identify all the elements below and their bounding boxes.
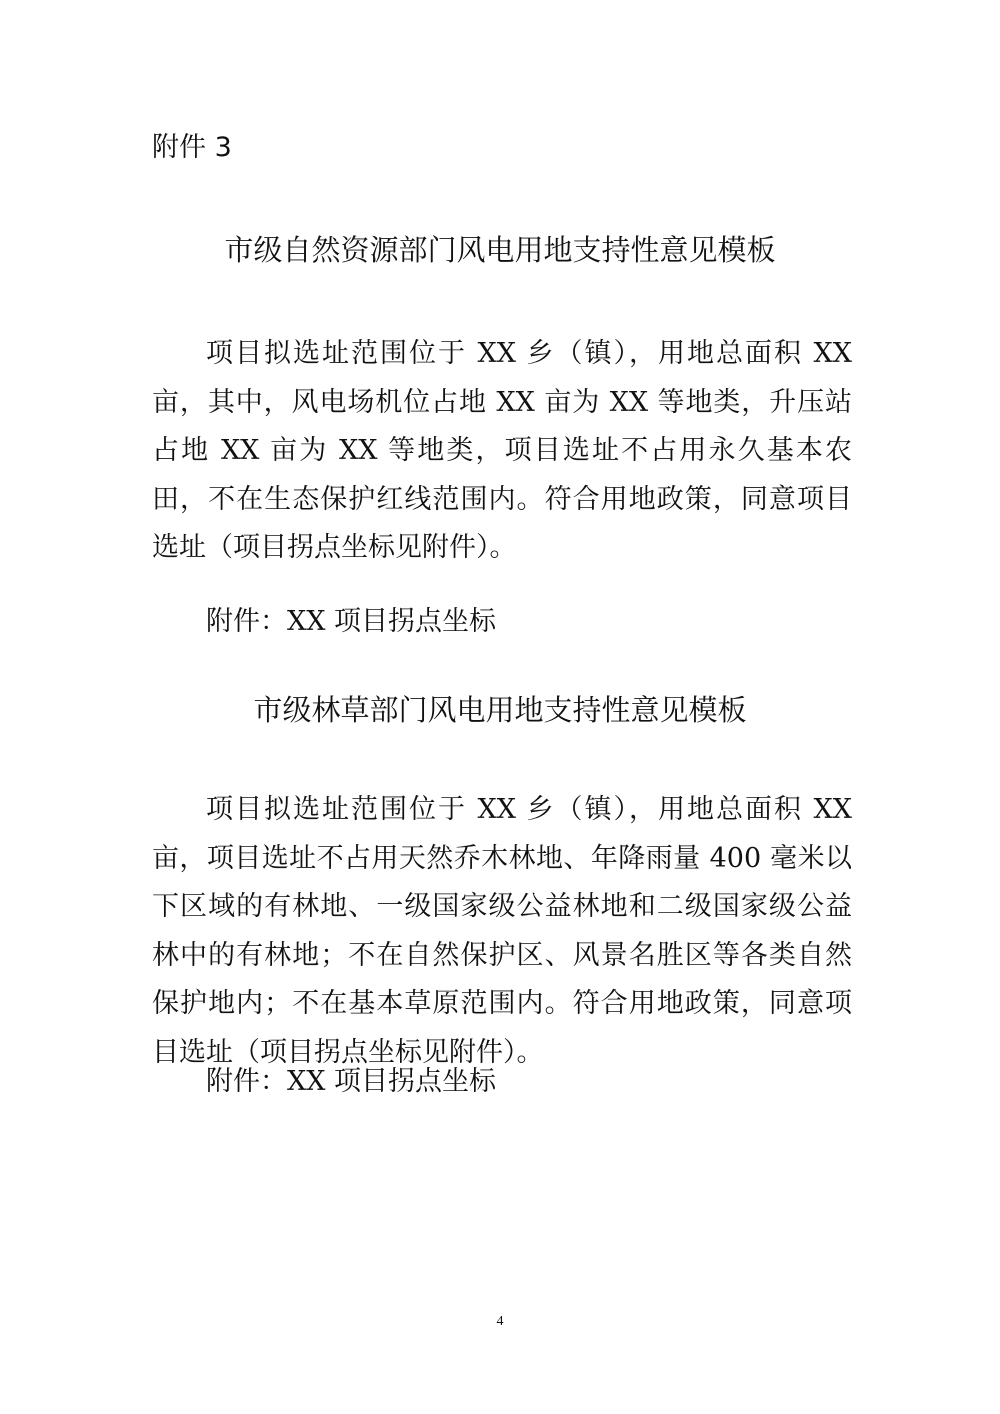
section-title-natural-resources: 市级自然资源部门风电用地支持性意见模板 xyxy=(224,233,776,267)
attachment-note-natural-resources: 附件：XX 项目拐点坐标 xyxy=(206,606,497,637)
attachment-note-forestry-grassland: 附件：XX 项目拐点坐标 xyxy=(206,1066,497,1097)
section-paragraph-natural-resources: 项目拟选址范围位于 XX 乡（镇），用地总面积 XX 亩，其中，风电场机位占地 XX 亩为 XX 等地类，升压站占地 XX 亩为 XX 等地类，项目选址不占用永久基本农田，不在生态保护红线范围内。符合用地政策，同意项目选址（项目拐点坐标见附件）。 xyxy=(152,338,852,563)
section-paragraph-forestry-grassland: 项目拟选址范围位于 XX 乡（镇），用地总面积 XX 亩，项目选址不占用天然乔木林地、年降雨量 400 毫米以下区域的有林地、一级国家级公益林地和二级国家级公益林中的有林地；不在自然保护区、风景名胜区等各类自然保护地内；不在基本草原范围内。符合用地政策，同意项目选址（项目拐点坐标见附件）。 xyxy=(152,794,852,1068)
page-number: 4 xyxy=(496,1314,504,1329)
attachment-label: 附件 3 xyxy=(152,132,232,163)
section-title-forestry-grassland: 市级林草部门风电用地支持性意见模板 xyxy=(253,693,747,727)
